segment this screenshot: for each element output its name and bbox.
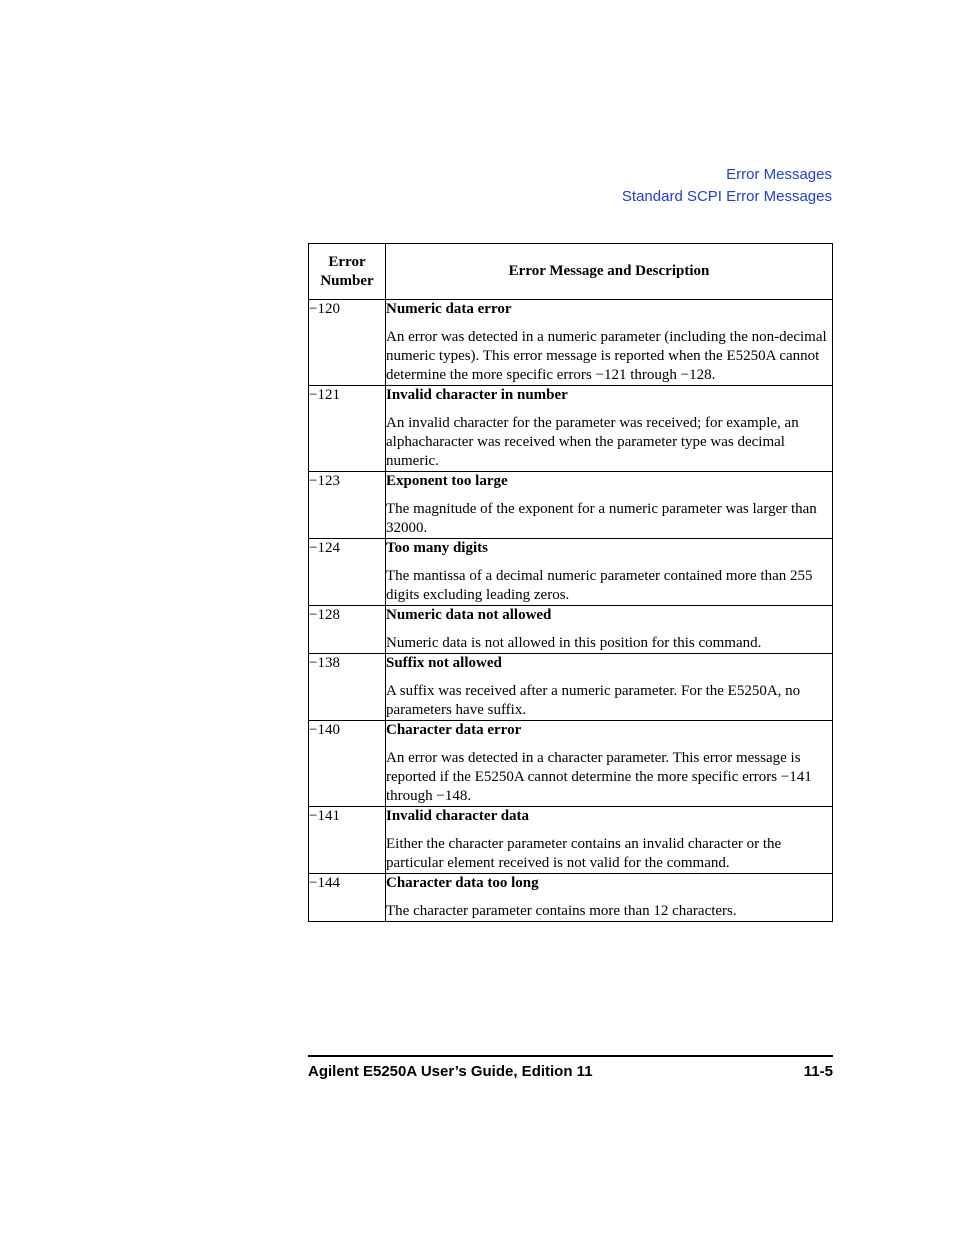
error-description-cell <box>386 654 833 721</box>
column-header-number-line1: Error <box>328 253 366 270</box>
header-section-link[interactable]: Standard SCPI Error Messages <box>621 188 832 205</box>
error-title: Invalid character data <box>386 808 530 824</box>
table-row <box>309 654 833 721</box>
error-title: Too many digits <box>386 540 488 556</box>
table-row <box>309 606 833 654</box>
error-title: Numeric data error <box>386 301 512 317</box>
error-number: −128 <box>309 606 386 654</box>
table-row <box>309 807 833 874</box>
error-title: Character data too long <box>386 875 539 891</box>
error-description-cell <box>386 472 833 539</box>
error-description-cell <box>386 300 833 386</box>
error-title: Exponent too large <box>386 473 508 489</box>
error-number: −141 <box>309 807 386 874</box>
error-title: Suffix not allowed <box>386 655 502 671</box>
error-description: A suffix was received after a numeric parameter. For the E5250A, no parameters have suffix. <box>386 683 801 718</box>
error-title: Numeric data not allowed <box>386 607 552 623</box>
table-row <box>309 874 833 922</box>
error-description-cell <box>386 874 833 922</box>
column-header-number <box>309 244 386 300</box>
error-description: Numeric data is not allowed in this position for this command. <box>386 635 762 651</box>
error-table <box>308 243 833 922</box>
error-number: −138 <box>309 654 386 721</box>
error-description-cell <box>386 606 833 654</box>
error-description: The magnitude of the exponent for a numeric parameter was larger than 32000. <box>386 501 817 536</box>
footer-book-title: Agilent E5250A User’s Guide, Edition 11 <box>308 1063 593 1080</box>
error-number: −121 <box>309 386 386 472</box>
error-description: An error was detected in a numeric parameter (including the non-decimal numeric types). This error message is reported when the E5250A cannot determine the more specific errors −121 through −128. <box>386 329 827 383</box>
error-description-cell <box>386 539 833 606</box>
error-description: The mantissa of a decimal numeric parameter contained more than 255 digits excluding leading zeros. <box>386 568 813 603</box>
error-description: An invalid character for the parameter was received; for example, an alphacharacter was received when the parameter type was decimal numeric. <box>386 415 799 469</box>
error-description: Either the character parameter contains an invalid character or the particular element received is not valid for the command. <box>386 836 782 871</box>
column-header-description: Error Message and Description <box>386 244 833 300</box>
error-number: −120 <box>309 300 386 386</box>
table-row <box>309 300 833 386</box>
error-description-cell <box>386 721 833 807</box>
table-header-row <box>309 244 833 300</box>
error-number: −144 <box>309 874 386 922</box>
table-row <box>309 721 833 807</box>
error-number: −140 <box>309 721 386 807</box>
error-description-cell <box>386 386 833 472</box>
error-description-cell <box>386 807 833 874</box>
footer-page-number: 11-5 <box>803 1063 833 1080</box>
error-description: The character parameter contains more than 12 characters. <box>386 903 737 919</box>
error-number: −123 <box>309 472 386 539</box>
running-header <box>622 164 832 208</box>
table-row <box>309 539 833 606</box>
table-row <box>309 386 833 472</box>
column-header-number-line2: Number <box>320 272 374 289</box>
error-title: Character data error <box>386 722 522 738</box>
error-number: −124 <box>309 539 386 606</box>
footer-rule <box>308 1055 833 1057</box>
error-title: Invalid character in number <box>386 387 568 403</box>
table-row <box>309 472 833 539</box>
error-description: An error was detected in a character parameter. This error message is reported if the E5250A cannot determine the more specific errors −141 through −148. <box>386 750 812 804</box>
header-chapter-link[interactable]: Error Messages <box>726 166 832 183</box>
